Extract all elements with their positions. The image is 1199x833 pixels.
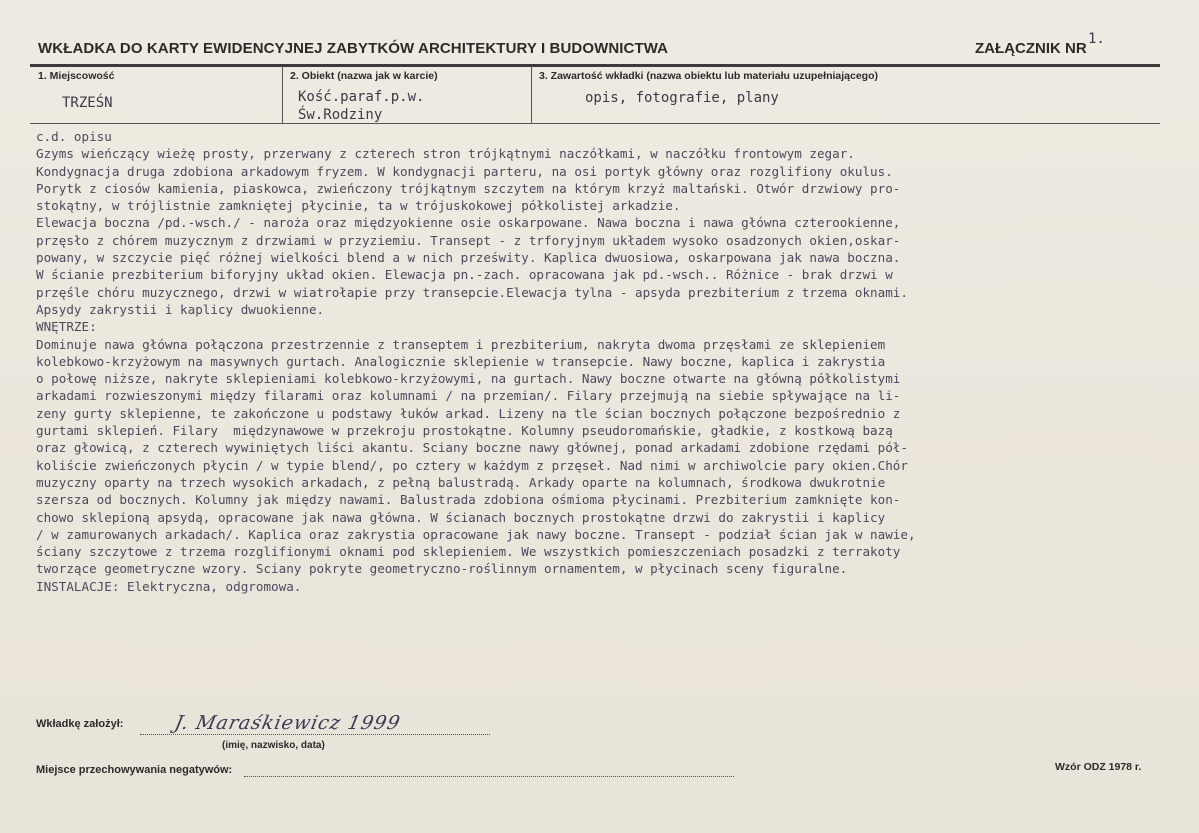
description-line: muzyczny oparty na trzech wysokich arkadach, z pełną balustradą. Arkady oparte na kolumnach, środkowa dwukrotnie [36,474,886,490]
description-line: przęsło z chórem muzycznym z drzwiami w przyziemiu. Transept - z trforyjnym układem wysoko osadzonych okien,oskar- [36,232,901,248]
card-title: WKŁADKA DO KARTY EWIDENCYJNEJ ZABYTKÓW ARCHITEKTURY I BUDOWNICTWA [38,40,669,57]
object-value-line-2: Św.Rodziny [298,107,383,123]
column-divider-1 [282,66,283,124]
description-line: WNĘTRZE: [36,319,97,335]
form-model-label: Wzór ODZ 1978 r. [1055,761,1142,773]
header-rule [30,64,1160,67]
object-value-line-1: Kość.paraf.p.w. [298,89,425,105]
founder-label: Wkładkę założył: [36,718,124,730]
founder-signature: J. Maraśkiewicz 1999 [172,712,403,734]
place-label: 1. Miejscowość [38,70,115,82]
description-line: tworzące geometryczne wzory. Sciany pokryte geometryczno-roślinnym ornamentem, w płycinach sceny figuralne. [36,561,848,577]
content-label: 3. Zawartość wkładki (nazwa obiektu lub materiału uzupełniającego) [539,70,878,82]
description-line: stokątny, w trójlistnie zamkniętej płycinie, ta w trójuskokowej półkolistej arkadzie. [36,198,681,214]
description-line: zeny gurty sklepienne, te zakończone u podstawy łuków arkad. Lizeny na tle ścian bocznych połączone bezpośrednio z [36,405,901,421]
fields-rule [30,123,1160,124]
description-text [36,128,1161,595]
annex-number: 1. [1088,31,1105,47]
description-line: Gzyms wieńczący wieżę prosty, przerwany z czterech stron trójkątnymi naczółkami, w naczółku frontowym zegar. [36,146,855,162]
founder-hint: (imię, nazwisko, data) [222,740,325,751]
place-value: TRZEŚN [62,95,113,111]
description-line: szersza od bocznych. Kolumny jak między nawami. Balustrada zdobiona ośmioma płycinami. Prezbiterium zamknięte kon- [36,492,901,508]
description-line: W ścianie prezbiterium biforyjny układ okien. Elewacja pn.-zach. opracowana jak pd.-wsch.. Różnice - brak drzwi w [36,267,893,283]
description-line: kolebkowo-krzyżowym na masywnych gurtach. Analogicznie sklepienie w transepcie. Nawy boczne, kaplica i zakrystia [36,353,886,369]
description-line: arkadami rozwieszonymi między filarami oraz kolumnami / na przemian/. Filary przejmują na siebie spływające na li- [36,388,901,404]
content-value: opis, fotografie, plany [585,90,779,106]
negatives-label: Miejsce przechowywania negatywów: [36,764,233,776]
object-label: 2. Obiekt (nazwa jak w karcie) [290,70,438,82]
description-line: koliście zwieńczonych płycin / w typie blend/, po cztery w każdym z przęseł. Nad nimi w archiwolcie pary okien.Chór [36,457,908,473]
description-line: c.d. opisu [36,129,112,144]
description-line: ściany szczytowe z trzema rozglifionymi oknami pod sklepieniem. We wszystkich pomieszczeniach posadzki z terrakoty [36,544,901,560]
description-line: INSTALACJE: Elektryczna, odgromowa. [36,578,302,594]
description-line: Apsydy zakrystii i kaplicy dwuokienne. [36,301,325,317]
description-line: powany, w szczycie pięć różnej wielkości blend a w nich prześwity. Kaplica dwuosiowa, oskarpowana jak nawa boczna. [36,250,901,266]
description-line: Elewacja boczna /pd.-wsch./ - naroża oraz międzyokienne osie oskarpowane. Nawa boczna i nawa główna czterookienne, [36,215,901,231]
description-line: chowo sklepioną apsydą, opracowane jak nawa główna. W ścianach bocznych prostokątne drzwi do zakrystii i kaplicy [36,509,886,525]
description-line: / w zamurowanych arkadach/. Kaplica oraz zakrystia opracowane jak nawy boczne. Transept - podział ścian jak w nawie, [36,526,916,542]
description-line: gurtami sklepień. Filary międzynawowe w przekroju prostokątne. Kolumny pseudoromańskie, gładkie, z kostkową bazą [36,423,893,439]
description-line: oraz głowicą, z czterech wywiniętych liści akantu. Sciany boczne nawy głównej, ponad arkadami zdobione rzędami pół- [36,440,908,456]
description-line: o połowę niższe, nakryte sklepieniami kolebkowo-krzyżowymi, na gurtach. Nawy boczne otwarte na główną półkolistymi [36,371,901,387]
description-line: Kondygnacja druga zdobiona arkadowym fryzem. W kondygnacji parteru, na osi portyk główny oraz rozglifiony okulus. [36,163,893,179]
negatives-line [244,776,734,777]
column-divider-2 [531,66,532,124]
description-line: Dominuje nawa główna połączona przestrzennie z transeptem i prezbiterium, nakryta dwoma przęsłami ze sklepieniem [36,336,886,352]
description-line: przęśle chóru muzycznego, drzwi w wiatrołapie przy transepcie.Elewacja tylna - apsyda prezbiterium z trzema oknami. [36,284,908,300]
description-line: Porytk z ciosów kamienia, piaskowca, zwieńczony trójkątnym szczytem na którym krzyż maltański. Otwór drzwiowy pro- [36,180,901,196]
annex-label: ZAŁĄCZNIK NR [975,40,1087,57]
founder-line [140,734,490,735]
